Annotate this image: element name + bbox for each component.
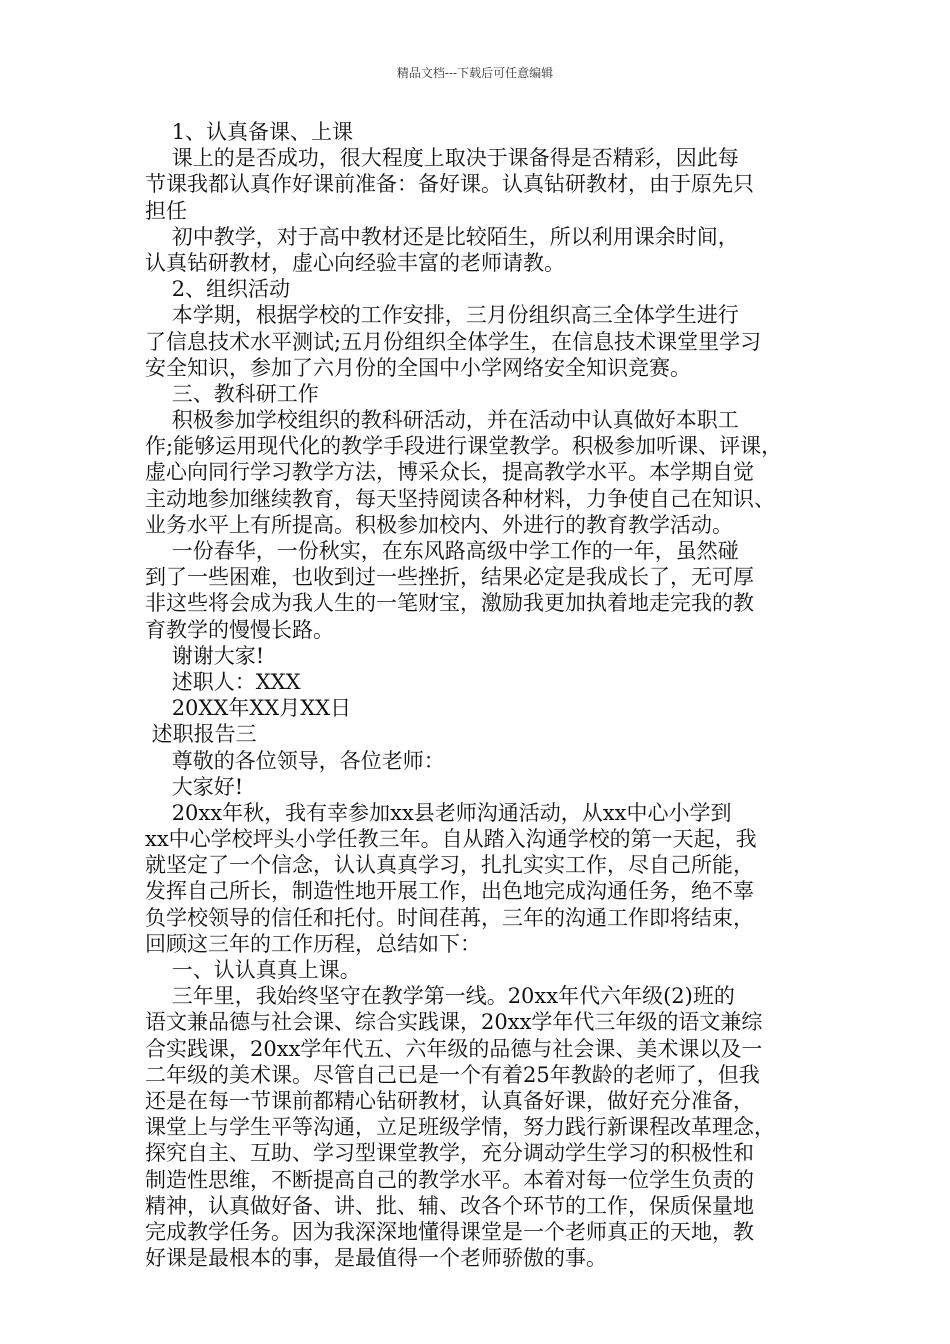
page-header: 精品文档---下载后可任意编辑 (396, 66, 554, 80)
text-line: 了信息技术水平测试;五月份组织全体学生，在信息技术课堂里学习 (145, 329, 762, 354)
text-line: 虚心向同行学习教学方法，博采众长，提高教学水平。本学期自觉 (145, 460, 754, 485)
document-body (145, 119, 817, 1271)
text-line: 谢谢大家! (145, 643, 265, 668)
text-line: 节课我都认真作好课前准备：备好课。认真钻研教材，由于原先只 (145, 172, 754, 197)
text-line: 积极参加学校组织的教科研活动，并在活动中认真做好本职工 (145, 408, 739, 433)
text-line: 一份春华，一份秋实，在东风路高级中学工作的一年，虽然碰 (145, 539, 739, 563)
text-line: 2、组织活动 (145, 277, 291, 302)
text-line: xx中心学校坪头小学任教三年。自从踏入沟通学校的第一天起，我 (145, 827, 757, 852)
text-line: 精神，认真做好备、讲、批、辅、改各个环节的工作，保质保量地 (145, 1193, 754, 1218)
text-line: 本学期，根据学校的工作安排，三月份组织高三全体学生进行 (145, 303, 739, 328)
text-line: 制造性思维，不断提高自己的教学水平。本着对每一位学生负责的 (145, 1167, 754, 1192)
text-line: 初中教学，对于高中教材还是比较陌生，所以利用课余时间， (145, 224, 739, 249)
text-line: 非这些将会成为我人生的一笔财宝，激励我更加执着地走完我的教 (145, 591, 754, 616)
text-line: 业务水平上有所提高。积极参加校内、外进行的教育教学活动。 (145, 512, 733, 537)
text-line: 大家好! (145, 774, 244, 799)
text-line: 好课是最根本的事，是最值得一个老师骄傲的事。 (145, 1246, 607, 1271)
text-line: 尊敬的各位领导，各位老师： (145, 748, 445, 773)
text-line: 担任 (145, 198, 187, 223)
text-line: 课堂上与学生平等沟通，立足班级学情，努力践行新课程改革理念， (145, 1115, 775, 1140)
text-line: 就坚定了一个信念，认认真真学习，扎扎实实工作，尽自己所能， (145, 853, 754, 878)
text-line: 作;能够运用现代化的教学手段进行课堂教学。积极参加听课、评课， (145, 434, 783, 459)
text-line: 负学校领导的信任和托付。时间荏苒，三年的沟通工作即将结束， (145, 905, 754, 930)
text-line: 语文兼品德与社会课、综合实践课，20xx学年代三年级的语文兼综 (145, 1010, 763, 1035)
text-line: 合实践课，20xx学年代五、六年级的品德与社会课、美术课以及一 (145, 1036, 763, 1061)
text-line: 课上的是否成功，很大程度上取决于课备得是否精彩，因此每 (145, 146, 739, 171)
text-line: 述职人：XXX (145, 669, 301, 694)
text-line: 三年里，我始终坚守在教学第一线。20xx年代六年级(2)班的 (145, 984, 735, 1009)
text-line: 完成教学任务。因为我深深地懂得课堂是一个老师真正的天地，教 (145, 1219, 754, 1244)
text-line: 20XX年XX月XX日 (145, 696, 352, 721)
text-line: 主动地参加继续教育，每天坚持阅读各种材料，力争使自己在知识、 (145, 486, 775, 511)
text-line: 1、认真备课、上课 (145, 120, 354, 144)
text-line: 述职报告三 (145, 722, 257, 747)
text-line: 还是在每一节课前都精心钻研教材，认真备好课，做好充分准备， (145, 1088, 754, 1113)
text-line: 育教学的慢慢长路。 (145, 617, 334, 642)
text-line: 探究自主、互助、学习型课堂教学，充分调动学生学习的积极性和 (145, 1141, 754, 1166)
text-line: 一、认认真真上课。 (145, 958, 361, 982)
text-line: 20xx年秋，我有幸参加xx县老师沟通活动，从xx中心小学到 (145, 800, 732, 825)
text-line: 认真钻研教材，虚心向经验丰富的老师请教。 (145, 250, 565, 275)
text-line: 发挥自己所长，制造性地开展工作，出色地完成沟通任务，绝不辜 (145, 879, 754, 904)
text-line: 回顾这三年的工作历程，总结如下： (145, 931, 481, 956)
text-line: 二年级的美术课。尽管自己已是一个有着25年教龄的老师了，但我 (145, 1062, 760, 1087)
text-line: 三、教科研工作 (145, 381, 319, 406)
text-line: 安全知识，参加了六月份的全国中小学网络安全知识竞赛。 (145, 355, 691, 380)
text-line: 到了一些困难，也收到过一些挫折，结果必定是我成长了，无可厚 (145, 565, 754, 590)
